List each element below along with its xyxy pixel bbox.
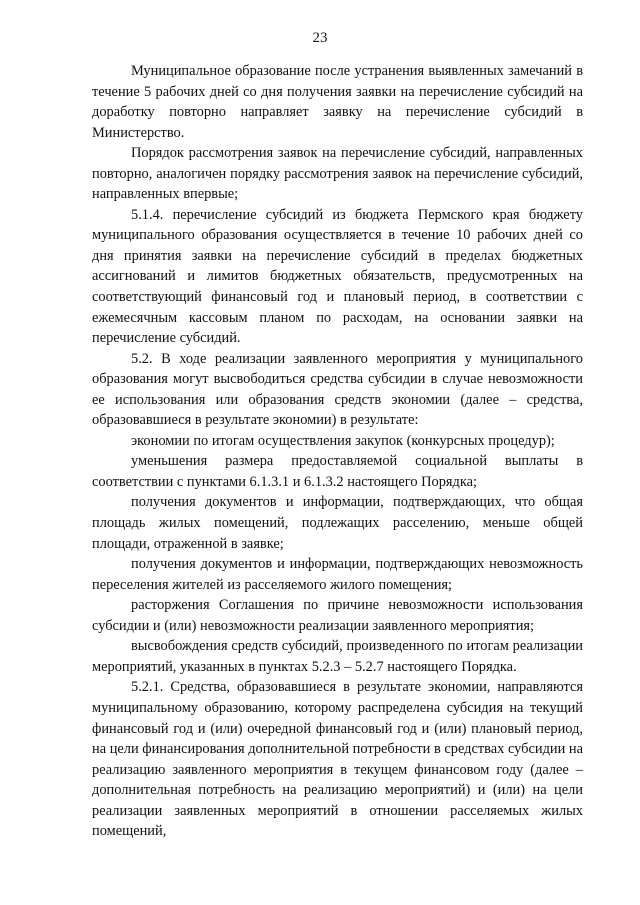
paragraph-payment-reduction: уменьшения размера предоставляемой социальной выплаты в соответствии с пунктами 6.1.3.1 и 6.1.3.2 настоящего Порядка; bbox=[92, 453, 583, 490]
paragraph-area-documents: получения документов и информации, подтверждающих, что общая площадь жилых помещений, подлежащих расселению, меньше общей площади, отраженной в заявке; bbox=[92, 494, 583, 552]
paragraph-5-2-1: 5.2.1. Средства, образовавшиеся в результате экономии, направляются муниципальному образованию, которому распределена субсидия на текущий финансовый год и (или) очередной финансовый год и (или) плановый период, на цели финансирования дополнительной потребности в средствах субсидии на реализацию заявленного мероприятия в текущем финансовом году (далее – дополнительная потребность на реализацию мероприятий) и (или) на цели реализации заявленных мероприятий в отношении расселяемых жилых помещений, bbox=[92, 679, 583, 840]
document-body bbox=[92, 61, 583, 842]
paragraph-resubmission: Муниципальное образование после устранения выявленных замечаний в течение 5 рабочих дней со дня получения заявки на перечисление субсидий на доработку повторно направляет заявку на перечисление субсидий в Министерство. bbox=[92, 63, 583, 141]
paragraph-funds-release: высвобождения средств субсидий, произведенного по итогам реализации мероприятий, указанных в пунктах 5.2.3 – 5.2.7 настоящего Порядка. bbox=[92, 638, 583, 675]
paragraph-5-2: 5.2. В ходе реализации заявленного мероприятия у муниципального образования могут высвободиться средства субсидии в случае невозможности ее использования или образования средств экономии (далее – средства, образовавшиеся в результате экономии) в результате: bbox=[92, 350, 583, 429]
paragraph-relocation-impossible: получения документов и информации, подтверждающих невозможность переселения жителей из расселяемого жилого помещения; bbox=[92, 556, 583, 593]
paragraph-savings-procurement: экономии по итогам осуществления закупок (конкурсных процедур); bbox=[131, 432, 555, 449]
paragraph-5-1-4: 5.1.4. перечисление субсидий из бюджета Пермского края бюджету муниципального образования осуществляется в течение 10 рабочих дней со дня принятия заявки на перечисление субсидий в пределах бюджетных ассигнований и лимитов бюджетных обязательств, предусмотренных на соответствующий финансовый год и плановый период, в соответствии с ежемесячным кассовым планом по расходам, на основании заявки на перечисление субсидий. bbox=[92, 206, 583, 347]
page-number: 23 bbox=[312, 30, 328, 46]
paragraph-agreement-termination: расторжения Соглашения по причине невозможности использования субсидии и (или) невозможности реализации заявленного мероприятия; bbox=[92, 597, 583, 634]
paragraph-review-order: Порядок рассмотрения заявок на перечисление субсидий, направленных повторно, аналогичен порядку рассмотрения заявок на перечисление субсидий, направленных впервые; bbox=[92, 145, 583, 203]
